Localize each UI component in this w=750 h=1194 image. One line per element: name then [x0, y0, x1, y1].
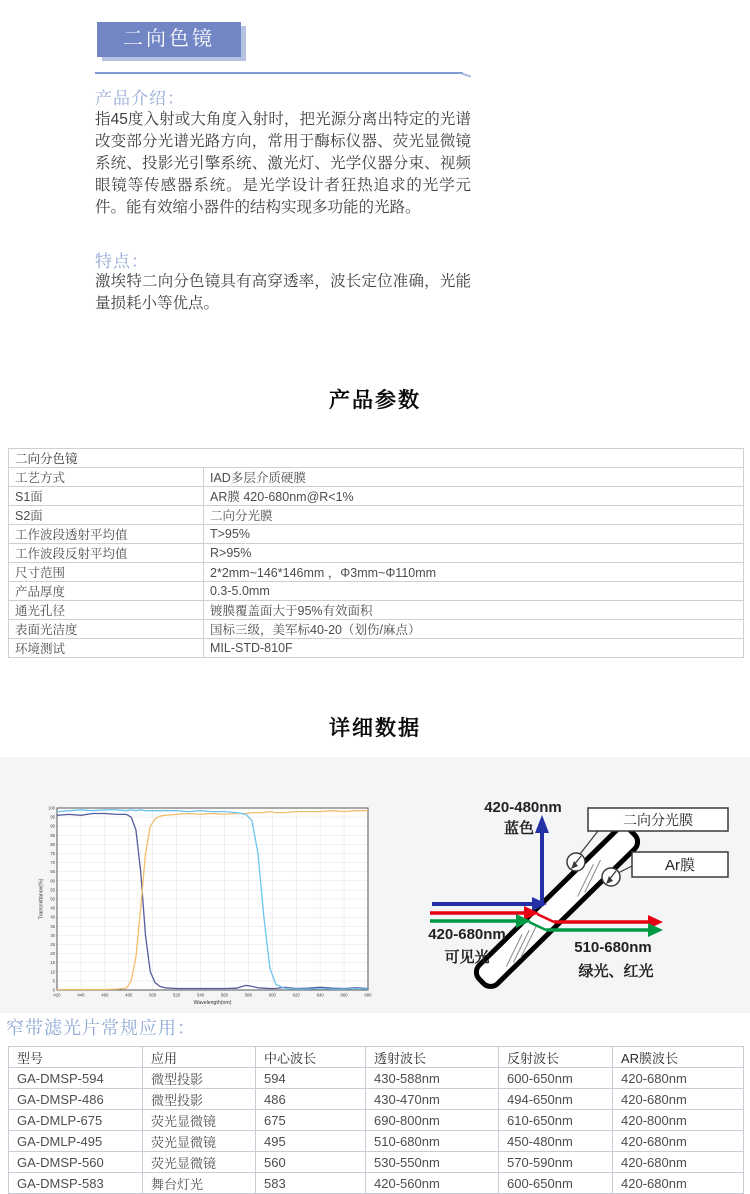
film-label-text: 二向分光膜	[623, 812, 693, 828]
params-row	[9, 468, 744, 487]
table-cell: 荧光显微镜	[143, 1131, 256, 1152]
param-value: MIL-STD-810F	[204, 639, 744, 658]
params-row	[9, 544, 744, 563]
param-label: S1面	[9, 487, 204, 506]
x-tick-label: 540	[196, 992, 205, 998]
table-cell: 舞台灯光	[143, 1173, 256, 1194]
param-value: AR膜 420-680nm@R<1%	[204, 487, 744, 506]
params-row	[9, 563, 744, 582]
params-table-title: 二向分色镜	[9, 449, 744, 468]
table-row	[9, 1131, 744, 1152]
table-cell: 560	[256, 1152, 366, 1173]
param-label: 环境测试	[9, 639, 204, 658]
params-table	[8, 448, 744, 658]
x-tick-label: 680	[364, 992, 372, 998]
y-axis-label: Transmittance(%)	[38, 878, 45, 920]
features-heading: 特点：	[95, 252, 149, 271]
param-value: T>95%	[204, 525, 744, 544]
apps-column-header: AR膜波长	[613, 1047, 744, 1068]
surface-marker-icon	[567, 853, 585, 871]
x-tick-label: 560	[220, 992, 229, 998]
table-cell: GA-DMSP-594	[9, 1068, 143, 1089]
table-row	[9, 1110, 744, 1131]
apps-column-header: 反射波长	[499, 1047, 613, 1068]
y-tick-label: 80	[50, 841, 55, 847]
table-cell: 420-680nm	[613, 1131, 744, 1152]
surface-marker-icon	[602, 868, 620, 886]
param-label: 通光孔径	[9, 601, 204, 620]
table-cell: 420-680nm	[613, 1089, 744, 1110]
params-row	[9, 487, 744, 506]
table-row	[9, 1173, 744, 1194]
param-label: 工作波段反射平均值	[9, 544, 204, 563]
param-label: S2面	[9, 506, 204, 525]
table-cell: 荧光显微镜	[143, 1110, 256, 1131]
table-cell: GA-DMSP-583	[9, 1173, 143, 1194]
table-cell: 570-590nm	[499, 1152, 613, 1173]
params-row	[9, 601, 744, 620]
y-tick-label: 65	[50, 869, 55, 875]
params-table-body	[9, 449, 744, 658]
y-tick-label: 60	[50, 878, 55, 884]
table-cell: GA-DMSP-486	[9, 1089, 143, 1110]
table-cell: 583	[256, 1173, 366, 1194]
param-value: R>95%	[204, 544, 744, 563]
apps-heading: 窄带滤光片常规应用：	[6, 1018, 196, 1038]
x-tick-label: 620	[292, 992, 300, 998]
table-cell: GA-DMLP-675	[9, 1110, 143, 1131]
y-tick-label: 45	[50, 905, 55, 911]
y-tick-label: 85	[50, 832, 55, 838]
table-cell: 430-588nm	[366, 1068, 499, 1089]
transmitted-beam-label: 510-680nm	[574, 939, 652, 956]
y-tick-label: 55	[50, 887, 55, 893]
apps-column-header: 应用	[143, 1047, 256, 1068]
table-cell: 494-650nm	[499, 1089, 613, 1110]
table-cell: 420-680nm	[613, 1152, 744, 1173]
apps-column-header: 中心波长	[256, 1047, 366, 1068]
features-paragraph: 激埃特二向分色镜具有高穿透率，波长定位准确，光能量损耗小等优点。	[95, 273, 471, 312]
x-tick-label: 580	[244, 992, 252, 998]
x-tick-label: 600	[268, 992, 276, 998]
table-cell: 530-550nm	[366, 1152, 499, 1173]
table-cell: GA-DMLP-495	[9, 1131, 143, 1152]
x-tick-label: 420	[53, 992, 61, 998]
table-cell: 430-470nm	[366, 1089, 499, 1110]
table-cell: 675	[256, 1110, 366, 1131]
table-cell: 420-560nm	[366, 1173, 499, 1194]
x-tick-label: 640	[316, 992, 324, 998]
table-cell: 微型投影	[143, 1068, 256, 1089]
y-tick-label: 75	[50, 851, 55, 856]
x-tick-label: 660	[340, 992, 348, 998]
params-row	[9, 620, 744, 639]
x-tick-label: 440	[77, 992, 85, 998]
param-value: 镀膜覆盖面大于95%有效面积	[204, 601, 744, 620]
table-cell: 荧光显微镜	[143, 1152, 256, 1173]
params-row	[9, 525, 744, 544]
y-tick-label: 50	[50, 896, 55, 902]
x-tick-label: 480	[125, 992, 133, 998]
table-cell: 420-680nm	[613, 1068, 744, 1089]
blue-reflected-arrow	[535, 815, 549, 906]
detail-title: 详细数据	[329, 717, 421, 740]
table-cell: 495	[256, 1131, 366, 1152]
y-tick-label: 15	[50, 960, 55, 966]
y-tick-label: 5	[52, 978, 55, 984]
product-title-badge: 二向色镜	[97, 22, 241, 57]
param-label: 工艺方式	[9, 468, 204, 487]
table-cell: 600-650nm	[499, 1068, 613, 1089]
beamsplitter-diagram	[420, 788, 750, 1012]
table-cell: 450-480nm	[499, 1131, 613, 1152]
y-tick-label: 40	[50, 914, 55, 920]
transmission-chart	[34, 790, 392, 1012]
apps-column-header: 型号	[9, 1047, 143, 1068]
y-tick-label: 30	[50, 932, 55, 938]
table-row	[9, 1068, 744, 1089]
param-value: 二向分光膜	[204, 506, 744, 525]
params-row	[9, 506, 744, 525]
apps-table-body	[9, 1068, 744, 1194]
apps-table-header-row	[9, 1047, 744, 1068]
ar-label-box	[618, 852, 728, 877]
intro-heading: 产品介绍：	[95, 89, 185, 108]
table-cell: 600-650nm	[499, 1173, 613, 1194]
apps-column-header: 透射波长	[366, 1047, 499, 1068]
table-cell: GA-DMSP-560	[9, 1152, 143, 1173]
y-tick-label: 100	[48, 805, 55, 811]
y-tick-label: 0	[52, 987, 55, 993]
table-cell: 690-800nm	[366, 1110, 499, 1131]
header-divider-tail	[461, 73, 471, 78]
table-cell: 594	[256, 1068, 366, 1089]
param-label: 产品厚度	[9, 582, 204, 601]
param-value: 0.3-5.0mm	[204, 582, 744, 601]
table-cell: 420-680nm	[613, 1173, 744, 1194]
param-label: 工作波段透射平均值	[9, 525, 204, 544]
table-cell: 610-650nm	[499, 1110, 613, 1131]
x-axis-label: Wavelength(nm)	[193, 1000, 232, 1006]
incident-beam-label: 420-680nm	[428, 926, 506, 943]
table-cell: 微型投影	[143, 1089, 256, 1110]
x-tick-label: 500	[149, 992, 157, 998]
y-tick-label: 10	[50, 969, 55, 975]
transmitted-beam-color-label: 绿光、红光	[578, 963, 654, 980]
incident-beam-color-label: 可见光	[444, 949, 490, 966]
intro-paragraph: 指45度入射或大角度入射时，把光源分离出特定的光谱改变部分光谱光路方向，常用于酶标仪器、荧光显微镜系统、投影光引擎系统、激光灯、光学仪器分束、视频眼镜等传感器系统。是光学设计者狂热追求的光学元件。能有效缩小器件的结构实现多功能的光路。	[95, 111, 471, 216]
params-row	[9, 639, 744, 658]
y-tick-label: 70	[50, 860, 55, 866]
table-row	[9, 1152, 744, 1173]
param-value: IAD多层介质硬膜	[204, 468, 744, 487]
param-label: 尺寸范围	[9, 563, 204, 582]
params-title: 产品参数	[329, 389, 421, 412]
table-cell: 420-800nm	[613, 1110, 744, 1131]
params-row	[9, 582, 744, 601]
header-divider	[95, 72, 463, 74]
table-cell: 486	[256, 1089, 366, 1110]
y-tick-label: 20	[50, 951, 55, 957]
x-tick-label: 460	[101, 992, 109, 998]
table-row	[9, 1089, 744, 1110]
reflected-beam-label: 420-480nm	[484, 799, 562, 816]
param-label: 表面光洁度	[9, 620, 204, 639]
table-cell: 510-680nm	[366, 1131, 499, 1152]
ar-label-text: Ar膜	[664, 857, 696, 874]
param-value: 2*2mm~146*146mm ，Φ3mm~Φ110mm	[204, 563, 744, 582]
x-tick-label: 520	[173, 992, 181, 998]
reflected-beam-color-label: 蓝色	[503, 820, 535, 837]
y-tick-label: 35	[50, 923, 55, 929]
y-tick-label: 95	[50, 814, 55, 820]
param-value: 国标三级，美军标40-20（划伤/麻点）	[204, 620, 744, 639]
y-tick-label: 25	[50, 942, 55, 947]
y-tick-label: 90	[50, 823, 55, 829]
apps-table	[8, 1046, 744, 1194]
